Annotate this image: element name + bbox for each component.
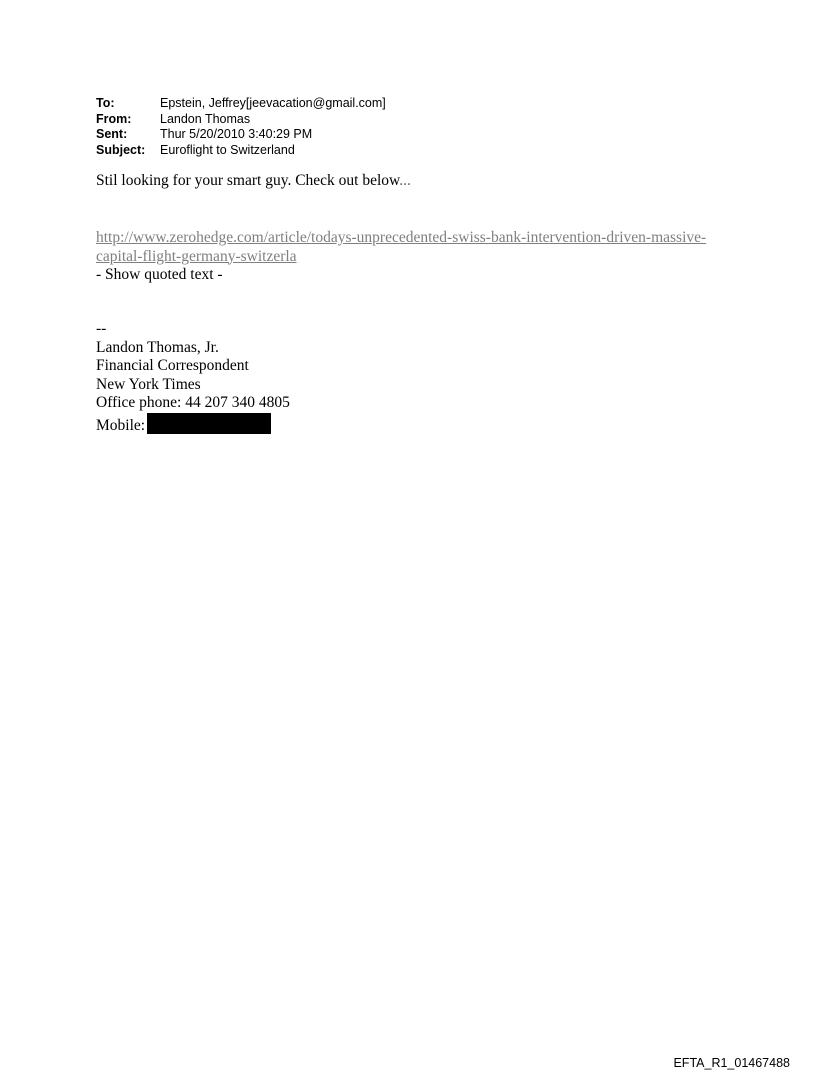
signature-block — [96, 320, 290, 435]
intro-text: Stil looking for your smart guy. Check out below — [96, 172, 400, 189]
to-value: Epstein, Jeffrey[jeevacation@gmail.com] — [160, 96, 386, 110]
to-label: To: — [96, 96, 115, 110]
subject-value: Euroflight to Switzerland — [160, 142, 295, 157]
redaction-box — [147, 413, 271, 434]
intro-ellipsis: ... — [399, 172, 411, 189]
signature-mobile-row — [96, 413, 290, 436]
sent-label: Sent: — [96, 127, 128, 141]
subject-row — [96, 143, 386, 159]
signature-title: Financial Correspondent — [96, 357, 249, 374]
sent-row — [96, 127, 386, 143]
signature-office-phone: Office phone: 44 207 340 4805 — [96, 394, 290, 411]
email-header — [96, 96, 386, 158]
signature-name: Landon Thomas, Jr. — [96, 338, 219, 356]
show-quoted-text[interactable]: - Show quoted text - — [96, 266, 223, 283]
sent-value: Thur 5/20/2010 3:40:29 PM — [160, 127, 313, 141]
article-link-line-2[interactable]: capital-flight-germany-switzerla — [96, 247, 297, 265]
signature-mobile-label: Mobile: — [96, 416, 146, 434]
article-link-line-1[interactable]: http://www.zerohedge.com/article/todays-unprecedented-swiss-bank-intervention-driven-massive- — [96, 229, 707, 246]
from-value: Landon Thomas — [160, 111, 251, 126]
intro-line — [96, 172, 411, 191]
article-link[interactable] — [96, 229, 706, 285]
subject-label: Subject: — [96, 142, 146, 157]
to-row — [96, 96, 386, 112]
from-row — [96, 112, 386, 128]
from-label: From: — [96, 111, 132, 126]
signature-organization: New York Times — [96, 375, 201, 393]
document-id: EFTA_R1_01467488 — [673, 1056, 790, 1070]
signature-separator: -- — [96, 320, 107, 337]
